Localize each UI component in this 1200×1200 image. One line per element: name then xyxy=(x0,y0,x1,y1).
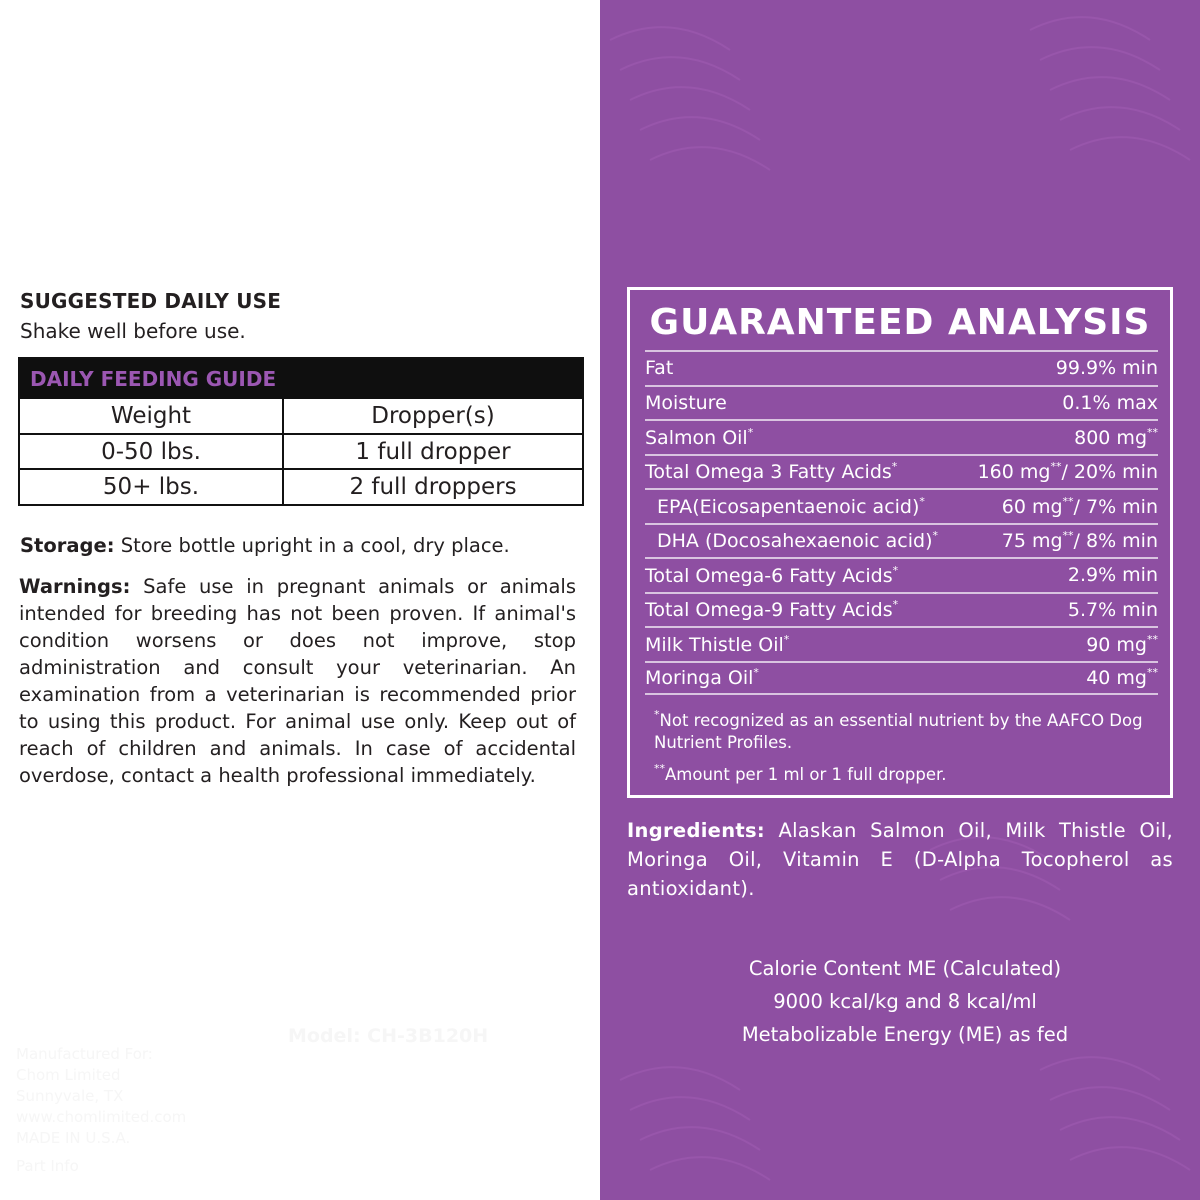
ingredients-text: Alaskan Salmon Oil, Milk Thistle Oil, Moringa Oil, Vitamin E (D-Alpha Tocopherol as antioxidant). xyxy=(627,819,1173,900)
nutrient-value-group xyxy=(1002,529,1158,552)
analysis-rows xyxy=(645,350,1158,695)
footnote-mark: * xyxy=(919,494,925,508)
nutrient-name-group xyxy=(645,564,898,587)
analysis-row xyxy=(645,454,1158,489)
analysis-footnote-2 xyxy=(654,762,947,784)
analysis-row xyxy=(645,557,1158,592)
footnote-mark: ** xyxy=(1147,425,1158,439)
analysis-row xyxy=(645,626,1158,661)
faint-line: Sunnyvale, TX xyxy=(16,1087,124,1105)
nutrient-value: 2.9% min xyxy=(1067,564,1158,587)
nutrient-name: Salmon Oil xyxy=(645,426,748,449)
nutrient-name: DHA (Docosahexaenoic acid) xyxy=(657,530,933,553)
table-header-cell: Weight xyxy=(20,399,283,434)
calorie-line: 9000 kcal/kg and 8 kcal/ml xyxy=(773,990,1037,1013)
analysis-row xyxy=(645,661,1158,696)
footnote-mark: * xyxy=(747,425,754,439)
footnote-mark: ** xyxy=(1062,529,1074,543)
warnings-text: Safe use in pregnant animals or animals intended for breeding has not been proven. If animal's condition worsens or does not improve, stop administration and consult your veterinarian. An examination from a veterinarian is recommended prior to using this product. For animal use only. Keep out of reach of children and animals. In case of accidental overdose, contact a health professional immediately. xyxy=(19,575,576,787)
footnote-mark: * xyxy=(654,708,660,721)
footnote-mark: ** xyxy=(654,762,665,775)
feeding-guide-title: DAILY FEEDING GUIDE xyxy=(30,367,277,391)
footnote-text: Amount per 1 ml or 1 full dropper. xyxy=(665,765,947,784)
analysis-row xyxy=(645,350,1158,385)
table-cell: 50+ lbs. xyxy=(20,469,283,504)
warnings-paragraph xyxy=(19,573,576,789)
table-cell: 0-50 lbs. xyxy=(20,434,283,469)
nutrient-name-group xyxy=(645,666,759,689)
nutrient-value: 99.9% min xyxy=(1055,357,1158,380)
ingredients-label: Ingredients: xyxy=(627,819,766,842)
nutrient-name: Moisture xyxy=(645,391,727,414)
table-row xyxy=(20,434,582,469)
footnote-mark: * xyxy=(932,529,938,543)
nutrient-value-suffix: / 7% min xyxy=(1073,495,1158,518)
suggested-use-title: SUGGESTED DAILY USE xyxy=(20,289,282,313)
nutrient-name: Total Omega-9 Fatty Acids xyxy=(645,599,893,622)
nutrient-value: 60 mg xyxy=(1001,495,1063,518)
nutrient-name-group xyxy=(645,633,789,656)
feeding-guide-grid xyxy=(20,399,582,504)
footnote-mark: ** xyxy=(1147,632,1158,646)
nutrient-value-group xyxy=(978,460,1158,483)
footnote-mark: * xyxy=(753,666,759,680)
footnote-mark: ** xyxy=(1050,460,1062,474)
footnote-mark: ** xyxy=(1062,494,1074,508)
guaranteed-analysis-title: GUARANTEED ANALYSIS xyxy=(649,302,1151,343)
table-cell: 1 full dropper xyxy=(283,434,582,469)
faint-model-text: Model: CH-3B120H xyxy=(288,1025,489,1047)
nutrient-name-group xyxy=(645,460,897,483)
analysis-row xyxy=(645,523,1158,558)
faint-line: www.chomlimited.com xyxy=(16,1108,187,1126)
table-header-cell: Dropper(s) xyxy=(283,399,582,434)
feeding-guide-header xyxy=(20,359,582,399)
nutrient-value-group xyxy=(1074,426,1158,449)
nutrient-name-group xyxy=(645,529,938,552)
feeding-guide-table xyxy=(18,357,584,506)
nutrient-value-suffix: / 8% min xyxy=(1073,530,1158,553)
table-row xyxy=(20,469,582,504)
nutrient-name-group xyxy=(645,598,898,621)
analysis-footnote-1 xyxy=(654,704,1154,754)
nutrient-name: Total Omega 3 Fatty Acids xyxy=(645,461,892,484)
nutrient-value: 800 mg xyxy=(1074,426,1147,449)
analysis-row xyxy=(645,419,1158,454)
analysis-row xyxy=(645,488,1158,523)
nutrient-value: 90 mg xyxy=(1086,633,1147,656)
nutrient-value-group xyxy=(1002,495,1158,518)
nutrient-name: Total Omega-6 Fatty Acids xyxy=(645,564,893,587)
nutrient-value: 0.1% max xyxy=(1062,391,1158,414)
nutrient-name-group xyxy=(645,426,753,449)
analysis-row xyxy=(645,385,1158,420)
faint-line: Chom Limited xyxy=(16,1066,121,1084)
warnings-label: Warnings: xyxy=(19,575,131,598)
analysis-row xyxy=(645,592,1158,627)
footnote-mark: * xyxy=(892,598,899,612)
storage-text: Store bottle upright in a cool, dry place. xyxy=(114,534,510,557)
nutrient-name: EPA(Eicosapentaenoic acid) xyxy=(657,495,920,518)
ingredients-paragraph xyxy=(627,816,1173,903)
nutrient-name: Moringa Oil xyxy=(645,667,754,690)
nutrient-name-group xyxy=(645,495,925,518)
faint-line: Part Info xyxy=(16,1157,79,1175)
nutrient-value-suffix: / 20% min xyxy=(1061,461,1158,484)
footnote-mark: ** xyxy=(1147,666,1158,680)
faint-line: MADE IN U.S.A. xyxy=(16,1129,131,1147)
table-header-row xyxy=(20,399,582,434)
nutrient-value: 40 mg xyxy=(1086,667,1147,690)
nutrient-value-group xyxy=(1086,666,1158,689)
suggested-use-subtitle: Shake well before use. xyxy=(20,319,246,343)
storage-paragraph xyxy=(20,533,576,558)
calorie-line: Metabolizable Energy (ME) as fed xyxy=(741,1023,1069,1046)
footnote-mark: * xyxy=(891,460,898,474)
footnote-mark: * xyxy=(892,563,899,577)
nutrient-name: Milk Thistle Oil xyxy=(645,633,784,656)
guaranteed-analysis-box xyxy=(627,287,1173,798)
footnote-mark: * xyxy=(783,632,790,646)
storage-label: Storage: xyxy=(20,534,115,557)
calorie-line: Calorie Content ME (Calculated) xyxy=(748,957,1062,980)
footnote-text: Not recognized as an essential nutrient by the AAFCO Dog Nutrient Profiles. xyxy=(654,711,1143,752)
nutrient-value-group xyxy=(1086,633,1158,656)
nutrient-value: 160 mg xyxy=(977,461,1051,484)
nutrient-value: 75 mg xyxy=(1001,530,1063,553)
faint-line: Manufactured For: xyxy=(16,1045,153,1063)
nutrient-value: 5.7% min xyxy=(1067,598,1158,621)
table-cell: 2 full droppers xyxy=(283,469,582,504)
nutrient-name: Fat xyxy=(645,357,674,380)
right-panel xyxy=(600,0,1200,1200)
calorie-content xyxy=(600,952,1200,1051)
